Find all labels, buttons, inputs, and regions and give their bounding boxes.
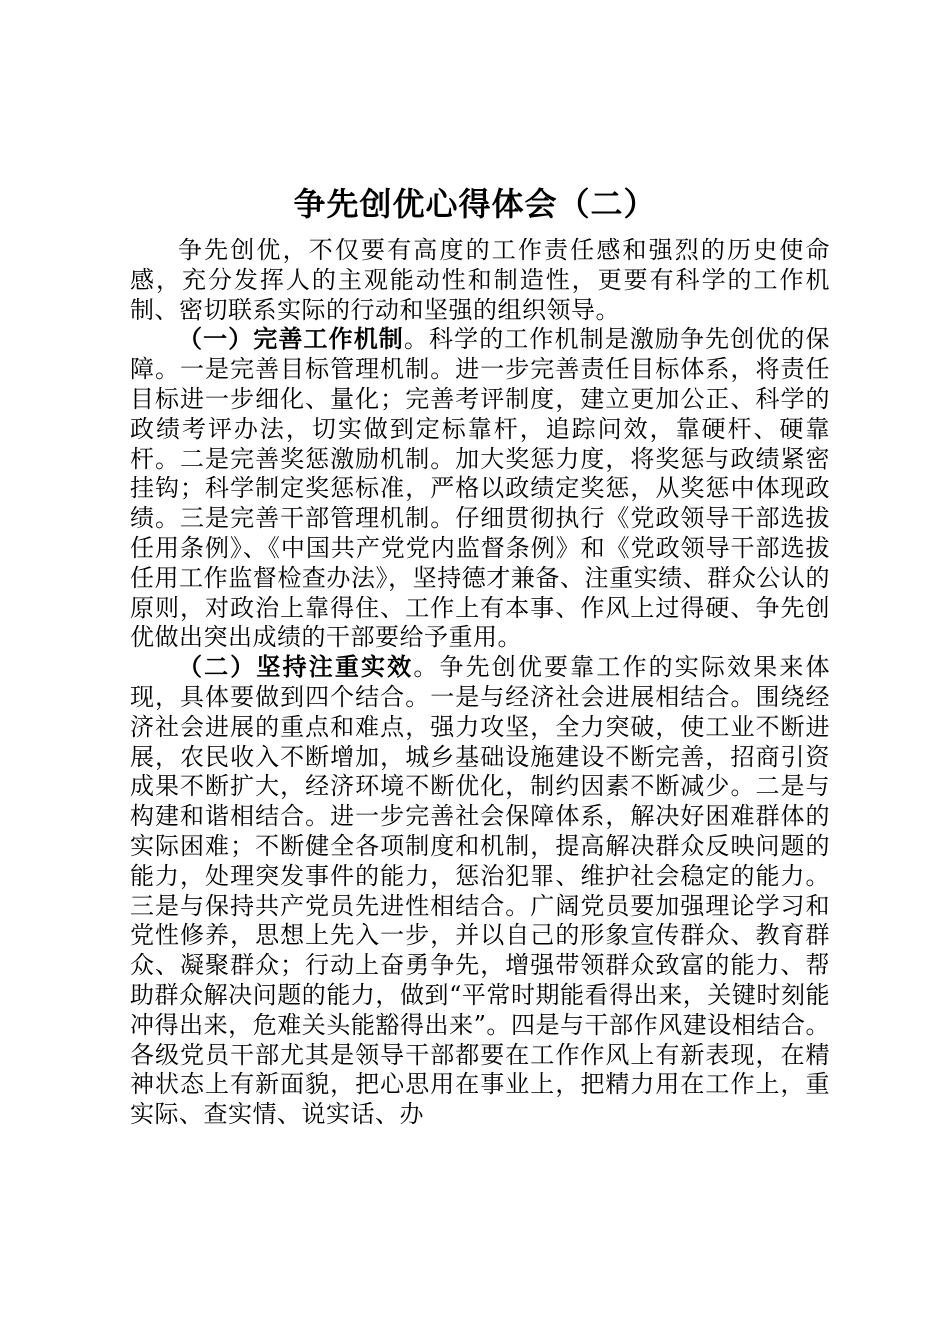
document-title: 争先创优心得体会（二）	[293, 185, 657, 223]
section-2-heading: （二）坚持注重实效	[178, 653, 414, 682]
intro-paragraph: 争先创优，不仅要有高度的工作责任感和强烈的历史使命感，充分发挥人的主观能动性和制造性，更要有科学的工作机制、密切联系实际的行动和坚强的组织领导。	[130, 236, 830, 324]
section-2-text: 。争先创优要靠工作的实际效果来体现，具体要做到四个结合。一是与经济社会进展相结合。围绕经济社会进展的重点和难点，强力攻坚，全力突破，使工业不断进展，农民收入不断增加，城乡基础设施建设不断完善，招商引资成果不断扩大，经济环境不断优化，制约因素不断减少。二是与构建和谐相结合。进一步完善社会保障体系，解决好困难群体的实际困难；不断健全各项制度和机制，提高解决群众反映问题的能力，处理突发事件的能力，惩治犯罪、维护社会稳定的能力。三是与保持共产党员先进性相结合。广阔党员要加强理论学习和党性修养，思想上先入一步，并以自己的形象宣传群众、教育群众、凝聚群众；行动上奋勇争先，增强带领群众致富的能力、帮助群众解决问题的能力，做到“平常时期能看得出来，关键时刻能冲得出来，危难关头能豁得出来”。四是与干部作风建设相结合。各级党员干部尤其是领导干部都要在工作作风上有新表现，在精神状态上有新面貌，把心思用在事业上，把精力用在工作上，重实际、查实情、说实话、办	[130, 653, 830, 1129]
section-1-text: 。科学的工作机制是激励争先创优的保障。一是完善目标管理机制。进一步完善责任目标体系，将责任目标进一步细化、量化；完善考评制度，建立更加公正、科学的政绩考评办法，切实做到定标靠杆，追踪问效，靠硬杆、硬靠杆。二是完善奖惩激励机制。加大奖惩力度，将奖惩与政绩紧密挂钩；科学制定奖惩标准，严格以政绩定奖惩，从奖惩中体现政绩。三是完善干部管理机制。仔细贯彻执行《党政领导干部选拔任用条例》、《中国共产党党内监督条例》和《党政领导干部选拔任用工作监督检查办法》，坚持德才兼备、注重实绩、群众公认的原则，对政治上靠得住、工作上有本事、作风上过得硬、争先创优做出突出成绩的干部要给予重用。	[130, 325, 831, 652]
document-body	[130, 236, 830, 1130]
section-1-heading: （一）完善工作机制	[178, 325, 404, 354]
section-2-paragraph	[130, 653, 830, 1130]
section-1-paragraph	[130, 325, 830, 653]
